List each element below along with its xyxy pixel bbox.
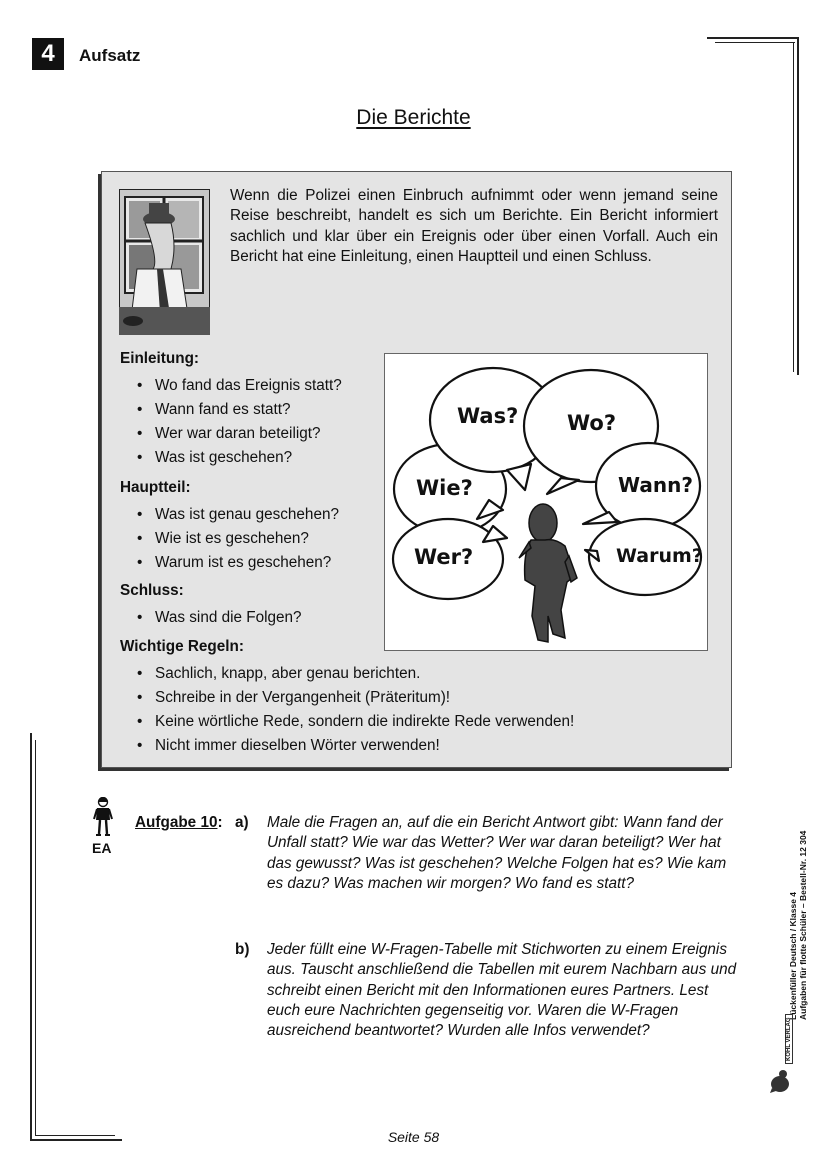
schluss-list [137, 606, 302, 630]
list-item: • Was sind die Folgen? [137, 606, 302, 630]
section-heading-schluss: Schluss: [120, 582, 184, 599]
intro-text: Wenn die Polizei einen Einbruch aufnimmt oder wenn jemand seine Reise beschreibt, handelt es sich um Berichte. Ein Bericht informiert sachlich und klar über ein Ereignis oder über einen Vorfall. Auch ein Bericht hat eine Einleitung, einen Hauptteil und einen Schluss. [230, 187, 718, 265]
task-number: Aufgabe 10 [135, 814, 218, 831]
list-item: • Schreibe in der Vergangenheit (Präteritum)! [137, 686, 574, 710]
work-mode-label: EA [92, 840, 112, 856]
sidebar-line-2: Aufgaben für flotte Schüler – Bestell-Nr. 12 304 [798, 830, 808, 1020]
info-box [101, 171, 732, 768]
kohl-verlag-logo-icon [768, 1066, 794, 1094]
w-questions-illustration [384, 353, 708, 651]
section-heading-einleitung: Einleitung: [120, 350, 200, 367]
frame-line-left-inner [35, 740, 36, 1136]
section-heading-hauptteil: Hauptteil: [120, 479, 191, 496]
list-item: • Nicht immer dieselben Wörter verwenden! [137, 734, 574, 758]
list-item: • Wann fand es statt? [137, 398, 342, 422]
einleitung-list [137, 374, 342, 470]
frame-line-right [797, 37, 799, 375]
task-a-label: a) [235, 814, 249, 831]
chapter-number-badge: 4 [32, 38, 64, 70]
bubble-label-wie: Wie? [416, 476, 473, 500]
detective-at-window-illustration [119, 189, 210, 335]
page-number: Seite 58 [387, 1129, 440, 1145]
list-item: • Was ist geschehen? [137, 446, 342, 470]
task-label [135, 814, 223, 832]
task-b-text: Jeder füllt eine W-Fragen-Tabelle mit Stichworten zu einem Ereignis aus. Tauscht anschließend die Tabellen mit eurem Nachbarn aus und schreibt einen Bericht mit den Informationen eures Partners. Lest euch eure Nachrichten gegenseitig vor. Waren die W-Fragen ausreichend beantwortet? Wurden alle Infos verwendet? [267, 941, 737, 1040]
regeln-list [137, 662, 574, 758]
list-item: • Warum ist es geschehen? [137, 551, 339, 575]
list-item: • Wie ist es geschehen? [137, 527, 339, 551]
student-figure-icon [92, 797, 114, 837]
sidebar-line-1: Lückenfüller Deutsch / Klasse 4 [788, 891, 798, 1020]
list-item: • Wo fand das Ereignis statt? [137, 374, 342, 398]
page-title: Die Berichte [356, 106, 471, 129]
bubble-label-was: Was? [457, 404, 519, 428]
bubble-label-wo: Wo? [567, 411, 617, 435]
task-label-suffix: : [217, 814, 223, 831]
hauptteil-list [137, 503, 339, 575]
frame-line-top-right-inner [715, 42, 795, 43]
bubble-label-wer: Wer? [414, 545, 474, 569]
task-b-label: b) [235, 941, 250, 958]
frame-line-left [30, 733, 32, 1141]
silhouette-figure-icon [519, 504, 577, 642]
list-item: • Was ist genau geschehen? [137, 503, 339, 527]
publisher-logo-text: KOHL VERLAG [785, 1014, 793, 1064]
section-heading-regeln: Wichtige Regeln: [120, 638, 244, 655]
list-item: • Wer war daran beteiligt? [137, 422, 342, 446]
task-a-text: Male die Fragen an, auf die ein Bericht Antwort gibt: Wann fand der Unfall statt? Wie war das Wetter? Wer war daran beteiligt? Wer hat das gewusst? Was ist geschehen? Welche Folgen hat es? Wie kam es dazu? Was machen wir morgen? Wo fand es statt? [267, 814, 727, 892]
bubble-label-wann: Wann? [618, 473, 693, 497]
list-item: • Keine wörtliche Rede, sondern die indirekte Rede verwenden! [137, 710, 574, 734]
bubble-label-warum: Warum? [616, 545, 703, 567]
frame-line-right-inner [793, 42, 794, 372]
publisher-sidebar-text [788, 780, 808, 1020]
frame-line-top-right [707, 37, 799, 39]
chapter-title: Aufsatz [79, 46, 141, 65]
list-item: • Sachlich, knapp, aber genau berichten. [137, 662, 574, 686]
